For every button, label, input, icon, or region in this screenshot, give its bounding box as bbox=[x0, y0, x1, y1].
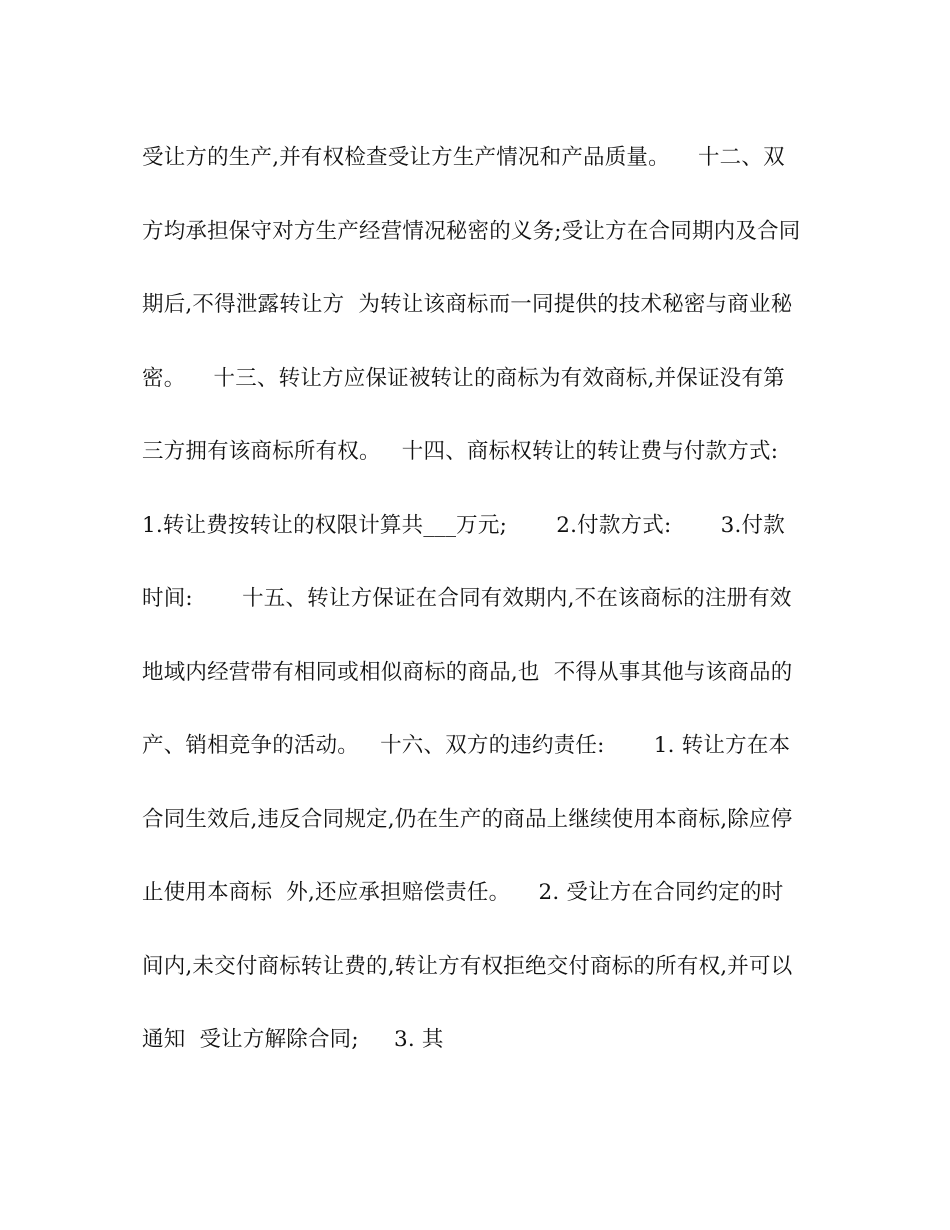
text-line: 产、销相竞争的活动。 十六、双方的违约责任: 1. 转让方在本 bbox=[142, 733, 791, 758]
text-line: 止使用本商标 外,还应承担赔偿责任。 2. 受让方在合同约定的时 bbox=[142, 880, 784, 905]
text-line: 间内,未交付商标转让费的,转让方有权拒绝交付商标的所有权,并可以 bbox=[142, 953, 793, 979]
text-line: 三方拥有该商标所有权。 十四、商标权转让的转让费与付款方式: bbox=[142, 439, 779, 464]
document-body bbox=[142, 140, 822, 1096]
text-line: 1.转让费按转让的权限计算共___万元; 2.付款方式: 3.付款 bbox=[142, 512, 785, 538]
text-line: 密。 十三、转让方应保证被转让的商标为有效商标,并保证没有第 bbox=[142, 365, 785, 391]
text-line: 期后,不得泄露转让方 为转让该商标而一同提供的技术秘密与商业秘 bbox=[142, 292, 793, 317]
text-line: 合同生效后,违反合同规定,仍在生产的商品上继续使用本商标,除应停 bbox=[142, 806, 793, 832]
text-line: 通知 受让方解除合同; 3. 其 bbox=[142, 1027, 444, 1052]
text-line: 方均承担保守对方生产经营情况秘密的义务;受让方在合同期内及合同 bbox=[142, 218, 801, 244]
text-line: 地域内经营带有相同或相似商标的商品,也 不得从事其他与该商品的 bbox=[142, 659, 793, 685]
text-line: 受让方的生产,并有权检查受让方生产情况和产品质量。 十二、双 bbox=[142, 145, 785, 170]
text-line: 时间: 十五、转让方保证在合同有效期内,不在该商标的注册有效 bbox=[142, 586, 792, 611]
